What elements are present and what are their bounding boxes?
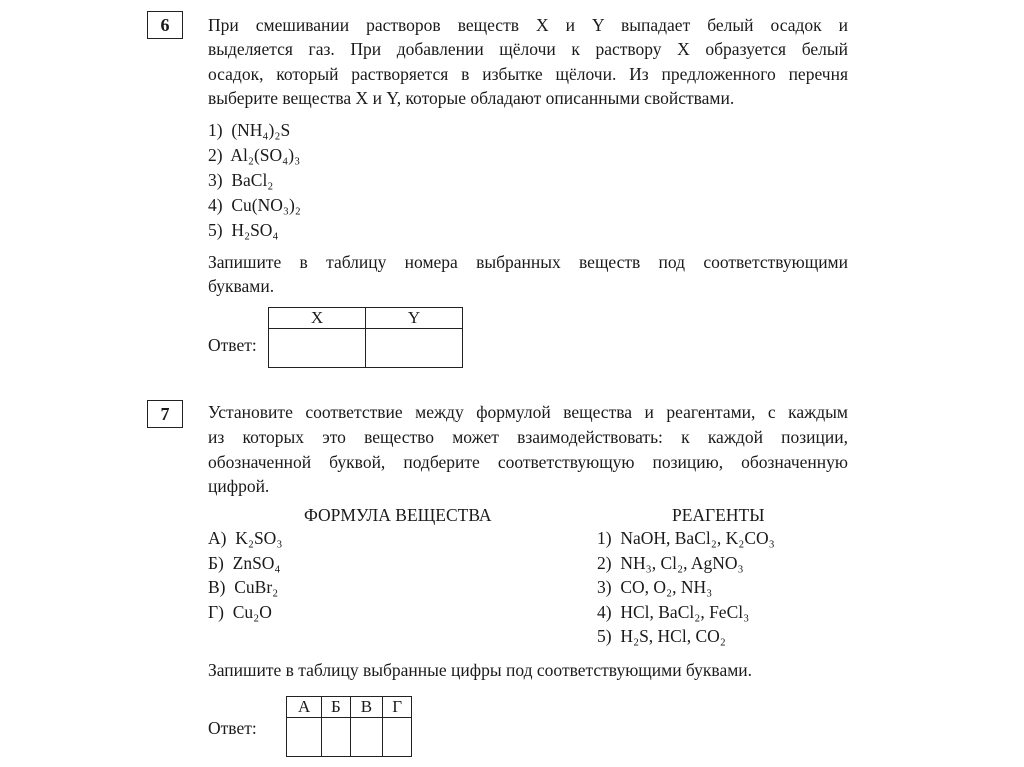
reagent-item: 2) NH₃, Cl₂, AgNO₃ (597, 553, 744, 573)
q6-answer-label: Ответ: (208, 335, 257, 355)
table-header-b: Б (322, 697, 350, 718)
reagent-item: 3) CO, O₂, NH₃ (597, 577, 713, 597)
table-header-a: А (287, 697, 322, 718)
q6-text-line: При смешивании растворов веществ X и Y выпадает белый осадок и (208, 15, 848, 35)
reagent-item: 1) NaOH, BaCl₂, K₂CO₃ (597, 528, 775, 548)
q7-answer-table (286, 696, 412, 757)
answer-cell-x[interactable] (269, 329, 366, 368)
formula-column-header: ФОРМУЛА ВЕЩЕСТВА (304, 505, 492, 525)
q6-option: 1) (NH₄)₂S (208, 120, 291, 140)
table-header-x: X (269, 308, 366, 329)
q7-instruction: Запишите в таблицу выбранные цифры под соответствующими буквами. (208, 660, 753, 680)
answer-cell-a[interactable] (287, 718, 322, 757)
answer-cell-b[interactable] (322, 718, 350, 757)
q6-option: 3) BaCl₂ (208, 170, 274, 190)
q6-instruction: Запишите в таблицу номера выбранных веществ под соответствующими (208, 252, 848, 272)
q7-text-line: Установите соответствие между формулой вещества и реагентами, с каждым (208, 402, 848, 422)
q6-option: 4) Cu(NO₃)₂ (208, 195, 301, 215)
q6-text-line: выберите вещества X и Y, которые обладают описанными свойствами. (208, 88, 735, 108)
table-header-g: Г (383, 697, 412, 718)
q6-option: 5) H₂SO₄ (208, 220, 279, 240)
q6-text-line: осадок, который растворяется в избытке щёлочи. Из предложенного перечня (208, 64, 848, 84)
formula-item: Г) Cu₂O (208, 602, 272, 622)
q6-instruction: буквами. (208, 276, 275, 296)
q7-text-line: из которых это вещество может взаимодействовать: к каждой позиции, (208, 427, 848, 447)
reagents-column-header: РЕАГЕНТЫ (672, 505, 765, 525)
formula-item: А) K₂SO₃ (208, 528, 283, 548)
formula-item: В) CuBr₂ (208, 577, 279, 597)
q6-answer-table (268, 307, 463, 368)
table-header-v: В (350, 697, 383, 718)
reagent-item: 4) HCl, BaCl₂, FeCl₃ (597, 602, 750, 622)
formula-item: Б) ZnSO₄ (208, 553, 281, 573)
question-number-7: 7 (147, 400, 183, 428)
answer-cell-y[interactable] (366, 329, 463, 368)
q6-option: 2) Al₂(SO₄)₃ (208, 145, 301, 165)
q7-answer-label: Ответ: (208, 718, 257, 738)
answer-cell-g[interactable] (383, 718, 412, 757)
reagent-item: 5) H₂S, HCl, CO₂ (597, 626, 726, 646)
answer-cell-v[interactable] (350, 718, 383, 757)
table-header-y: Y (366, 308, 463, 329)
q7-text-line: обозначенной буквой, подберите соответствующую позицию, обозначенную (208, 452, 848, 472)
question-number-6: 6 (147, 11, 183, 39)
q7-text-line: цифрой. (208, 476, 270, 496)
q6-text-line: выделяется газ. При добавлении щёлочи к раствору X образуется белый (208, 39, 848, 59)
